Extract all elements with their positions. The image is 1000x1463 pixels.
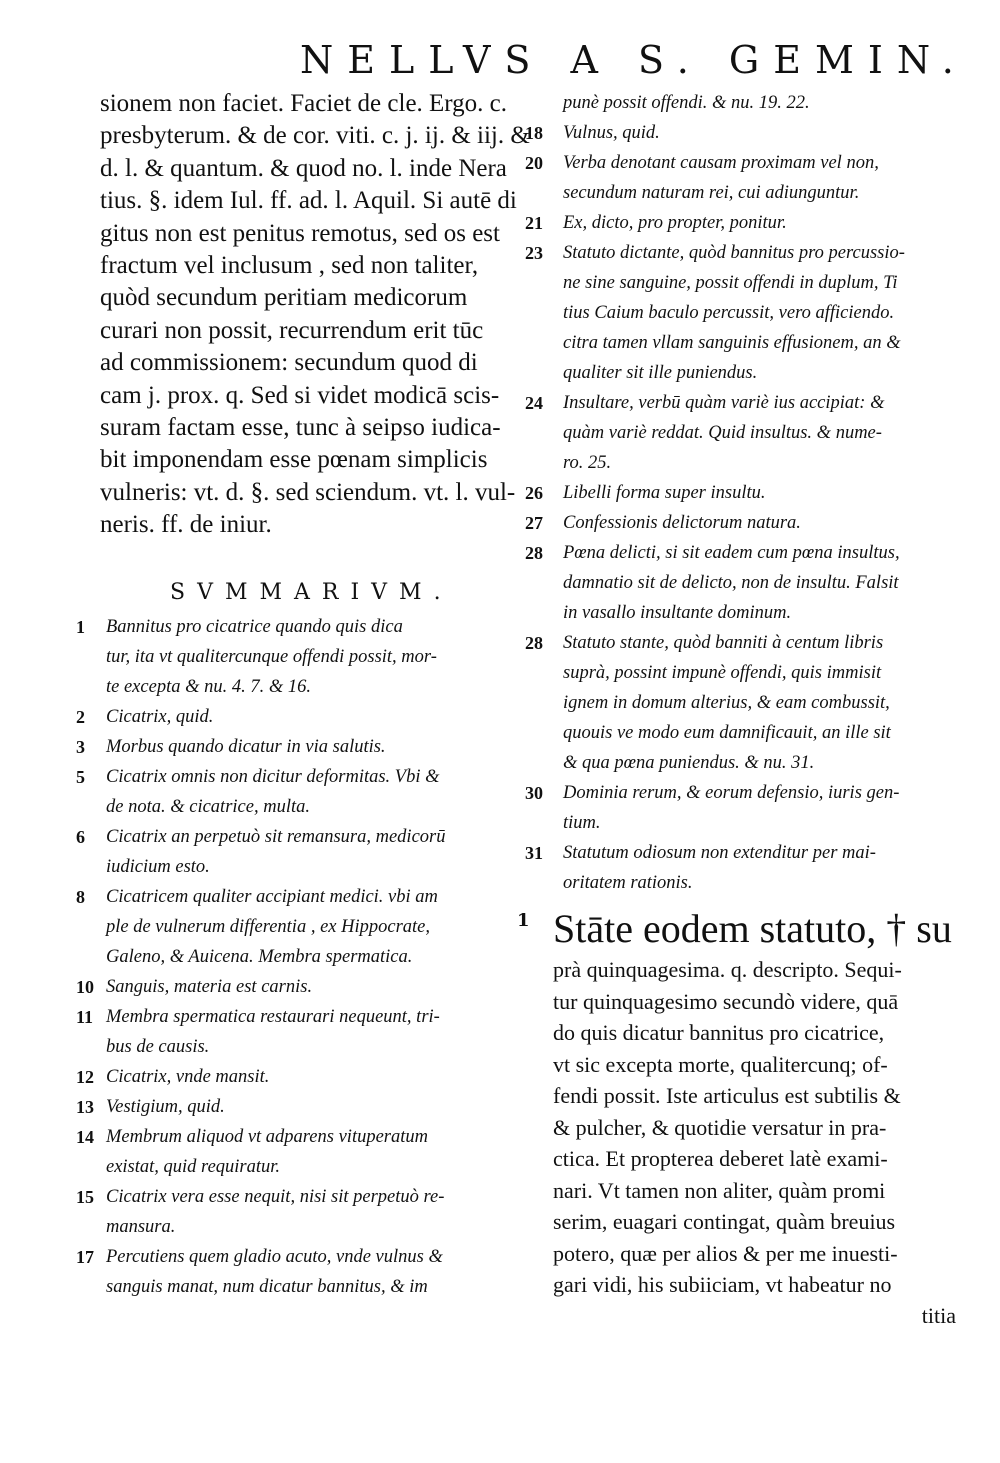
text-line: prà quinquagesima. q. descripto. Sequi- [553,957,902,982]
entry-line: ro. 25. [563,453,612,473]
entry-number: 11 [76,1006,94,1027]
summary-entry [525,148,970,208]
entry-line: Cicatrix vera esse nequit, nisi sit perpetuò re- [106,1186,445,1207]
entry-line: Statutum odiosum non extenditur per mai- [563,843,876,863]
entry-line: Membra spermatica restaurari nequeunt, tri- [106,1006,440,1027]
entry-line: Vulnus, quid. [563,123,660,143]
summary-entry [525,838,970,898]
main-text [517,904,970,1331]
body-line: curari non possit, recurrendum erit tūc [100,316,484,344]
entry-number: 5 [76,766,85,787]
entry-line: suprà, possint impunè offendi, quis immisit [563,663,882,683]
entry-line: Morbus quando dicatur in via salutis. [106,736,386,757]
entry-number: 17 [76,1246,94,1267]
entry-number: 20 [525,153,543,173]
body-line: cam j. prox. q. Sed si videt modicā scis- [100,381,500,409]
entry-number: 18 [525,123,543,143]
entry-line: Pœna delicti, si sit eadem cum pœna insultus, [563,543,900,563]
summary-entry [76,972,530,1002]
body-line: fractum vel inclusum , sed non taliter, [100,252,479,280]
summary-continuation: punè possit offendi. & nu. 19. 22. [563,93,810,113]
entry-number: 12 [76,1066,94,1087]
summary-entry [76,612,530,702]
entry-number: 30 [525,783,543,803]
entry-line: damnatio sit de delicto, non de insultu. Falsit [563,573,899,593]
entry-line: Dominia rerum, & eorum defensio, iuris gen- [563,783,900,803]
summary-entry [525,538,970,628]
text-line: vt sic excepta morte, qualitercunq; of- [553,1051,888,1077]
text-line: nari. Vt tamen non aliter, quàm promi [553,1177,886,1203]
summary-entry [76,882,530,972]
entry-line: tur, ita vt qualitercunque offendi possit, mor- [106,646,437,667]
summary-entry [525,118,970,148]
entry-number: 3 [76,736,85,757]
entry-line: tius Caium baculo percussit, vero afficiendo. [563,303,895,323]
entry-line: iudicium esto. [106,856,210,877]
entry-number: 10 [76,976,94,997]
right-summary-entries [525,118,970,898]
entry-number: 1 [76,616,85,637]
right-column [517,88,970,1331]
body-line: neris. ff. de iniur. [100,511,272,539]
entry-number: 6 [76,826,85,847]
summary-entry [76,822,530,882]
entry-line: Cicatricem qualiter accipiant medici. vbi am [106,886,438,907]
entry-number: 24 [525,393,543,413]
entry-line: de nota. & cicatrice, multa. [106,796,310,817]
text-line: fendi possit. Iste articulus est subtilis & [553,1083,901,1108]
body-line: sionem non faciet. Faciet de cle. Ergo. c. [100,90,508,117]
entry-line: Libelli forma super insultu. [563,483,766,503]
entry-number: 14 [76,1126,94,1147]
entry-line: mansura. [106,1216,176,1237]
body-line: tius. §. idem Iul. ff. ad. l. Aquil. Si autē di [100,187,517,215]
text-line: potero, quæ per alios & per me inuesti- [553,1240,898,1266]
entry-line: te excepta & nu. 4. 7. & 16. [106,676,311,697]
entry-line: Cicatrix omnis non dicitur deformitas. Vbi & [106,766,440,787]
entry-number: 2 [76,706,85,727]
entry-line: ple de vulnerum differentia , ex Hippocrate, [106,916,431,937]
entry-number: 31 [525,843,543,863]
body-line: quòd secundum peritiam medicorum [100,284,468,312]
summary-entry [76,1062,530,1092]
main-text-lines [525,954,970,1301]
entry-line: Statuto dictante, quòd bannitus pro percussio- [563,243,905,263]
entry-line: citra tamen vllam sanguinis effusionem, an & [563,333,901,353]
entry-line: & qua pœna puniendus. & nu. 31. [563,753,815,773]
body-line: vulneris: vt. d. §. sed sciendum. vt. l. vul- [100,478,516,506]
catchword: titia [921,1302,956,1328]
summary-entry [76,1242,530,1302]
entry-line: Membrum aliquod vt adparens vituperatum [106,1126,428,1147]
entry-line: Verba denotant causam proximam vel non, [563,153,879,173]
summary-entry [525,388,970,478]
body-line: d. l. & quantum. & quod no. l. inde Nera [100,154,507,182]
entry-line: Vestigium, quid. [106,1096,225,1117]
summary-heading: SVMMARIVM. [170,579,453,605]
entry-line: tium. [563,813,601,833]
entry-line: existat, quid requiratur. [106,1156,281,1177]
entry-number: 8 [76,886,85,907]
text-line: & pulcher, & quotidie versatur in pra- [553,1114,887,1140]
entry-line: Cicatrix, vnde mansit. [106,1066,270,1087]
entry-line: Cicatrix, quid. [106,706,214,727]
entry-line: Percutiens quem gladio acuto, vnde vulnus & [106,1246,443,1267]
entry-line: sanguis manat, num dicatur bannitus, & im [106,1276,428,1297]
entry-number: 13 [76,1096,94,1117]
text-line: tur quinquagesimo secundò videre, quā [553,988,899,1014]
summary-entry [525,628,970,778]
entry-line: bus de causis. [106,1036,210,1057]
body-line: suram factam esse, tunc à seipso iudica- [100,414,501,442]
entry-number: 23 [525,243,543,263]
text-line: gari vidi, his subiiciam, vt habeatur no [553,1272,892,1297]
running-header: NELLVS A S. GEMIN. [300,38,968,82]
body-line: presbyterum. & de cor. viti. c. j. ij. & iij. & [100,122,530,150]
entry-number: 26 [525,483,543,503]
text-line: serim, euagari contingat, quàm breuius [553,1209,896,1234]
entry-line: qualiter sit ille puniendus. [563,363,758,383]
summary-entry [76,762,530,822]
summary-entry [76,732,530,762]
body-line: ad commissionem: secundum quod di [100,349,478,377]
entry-line: Confessionis delictorum natura. [563,513,801,533]
text-line: ctica. Et propterea deberet latè exami- [553,1146,888,1171]
text-line: do quis dicatur bannitus pro cicatrice, [553,1020,885,1045]
entry-line: in vasallo insultante dominum. [563,603,792,623]
entry-line: secundum naturam rei, cui adiunguntur. [563,183,860,203]
body-line: gitus non est penitus remotus, sed os est [100,219,500,247]
summary-entry [76,1002,530,1062]
entry-line: ne sine sanguine, possit offendi in duplum, Ti [563,273,898,293]
summary-entry [76,1122,530,1182]
entry-line: Cicatrix an perpetuò sit remansura, medicorū [106,826,446,847]
left-summary-entries [76,612,530,1302]
entry-line: quouis ve modo eum damnificauit, an ille sit [563,723,891,743]
summary-entry [525,208,970,238]
body-line: bit imponendam esse pœnam simplicis [100,446,488,474]
entry-line: Insultare, verbū quàm variè ius accipiat: & [563,393,885,413]
initial-line: Stāte eodem statuto, † su [553,906,952,951]
entry-number: 28 [525,633,543,653]
entry-number: 15 [76,1186,94,1207]
entry-line: Bannitus pro cicatrice quando quis dica [106,616,403,637]
left-body-text [90,88,530,542]
left-column [76,88,530,1302]
entry-number: 27 [525,513,543,533]
summary-entry [525,778,970,838]
entry-line: oritatem rationis. [563,873,693,893]
summary-entry [76,1092,530,1122]
entry-line: Sanguis, materia est carnis. [106,976,313,997]
summary-entry [525,508,970,538]
entry-line: Galeno, & Auicena. Membra spermatica. [106,946,413,967]
entry-number: 21 [525,213,543,233]
entry-number: 28 [525,543,543,563]
summary-entry [525,478,970,508]
summary-entry [76,702,530,732]
entry-line: Statuto stante, quòd banniti à centum libris [563,633,884,653]
summary-entry [525,238,970,388]
entry-line: Ex, dicto, pro propter, ponitur. [563,213,787,233]
entry-line: quàm variè reddat. Quid insultus. & nume- [563,423,882,443]
entry-line: ignem in domum alterius, & eam combussit, [563,693,890,713]
paragraph-mark: 1 [517,910,530,931]
summary-entry [76,1182,530,1242]
